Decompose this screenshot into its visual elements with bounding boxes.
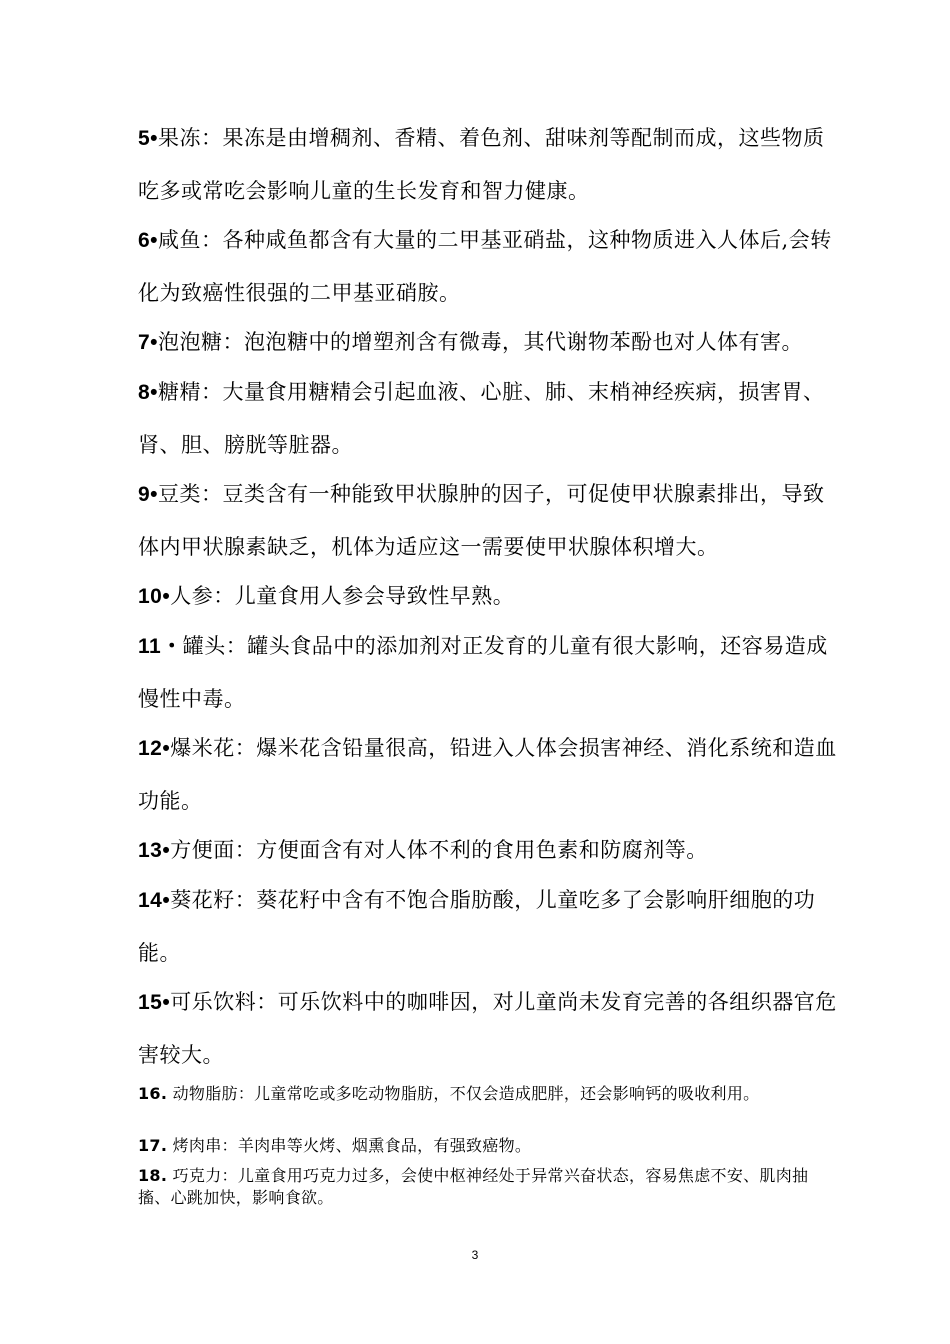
item-number: 6• (138, 229, 159, 252)
item-text: 动物脂肪：儿童常吃或多吃动物脂肪，不仅会造成肥胖，还会影响钙的吸收利用。 (167, 1084, 760, 1103)
item-text: 果冻：果冻是由增稠剂、香精、着色剂、甜味剂等配制而成，这些物质吃多或常吃会影响儿童的生长发育和智力健康。 (138, 126, 825, 203)
item-text: 葵花籽：葵花籽中含有不饱合脂肪酸，儿童吃多了会影响肝细胞的功能。 (138, 888, 816, 965)
item-text: 烤肉串：羊肉串等火烤、烟熏食品，有强致癌物。 (167, 1136, 532, 1155)
list-item (138, 824, 838, 877)
item-number: 8• (138, 381, 159, 404)
list-item (138, 366, 838, 471)
item-text: 巧克力：儿童食用巧克力过多，会使中枢神经处于异常兴奋状态，容易焦虑不安、肌肉抽搐、心跳加快，影响食欲。 (138, 1166, 809, 1207)
item-text: 罐头：罐头食品中的添加剂对正发育的儿童有很大影响，还容易造成慢性中毒。 (138, 634, 828, 711)
item-number: 13• (138, 839, 171, 862)
item-number: 12• (138, 737, 171, 760)
list-item (138, 112, 838, 217)
item-text: 爆米花：爆米花含铅量很高，铅进入人体会损害神经、消化系统和造血功能。 (138, 736, 837, 813)
list-item (138, 1165, 818, 1209)
list-item (138, 468, 838, 573)
list-item (138, 722, 838, 827)
list-item (138, 1083, 818, 1105)
item-number: 10• (138, 585, 171, 608)
item-number: 16. (138, 1084, 168, 1103)
list-item (138, 874, 838, 979)
item-number: 9• (138, 483, 159, 506)
list-item (138, 1135, 818, 1157)
item-number: 7• (138, 331, 159, 354)
item-text: 糖精：大量食用糖精会引起血液、心脏、肺、末梢神经疾病，损害胃、肾、胆、膀胱等脏器。 (138, 380, 825, 457)
item-number: 15• (138, 991, 171, 1014)
item-number: 18. (138, 1166, 168, 1185)
item-text: 可乐饮料：可乐饮料中的咖啡因，对儿童尚未发育完善的各组织器官危害较大。 (138, 990, 837, 1067)
list-item (138, 620, 838, 725)
item-text: 豆类：豆类含有一种能致甲状腺肿的因子，可促使甲状腺素排出，导致体内甲状腺素缺乏，机体为适应这一需要使甲状腺体积增大。 (138, 482, 825, 559)
item-text: 人参：儿童食用人参会导致性早熟。 (170, 584, 515, 608)
item-number: 14• (138, 889, 171, 912)
item-number: 17. (138, 1136, 168, 1155)
item-text: 咸鱼：各种咸鱼都含有大量的二甲基亚硝盐，这种物质进入人体后,会转化为致癌性很强的二甲基亚硝胺。 (138, 228, 832, 305)
item-text: 泡泡糖：泡泡糖中的增塑剂含有微毒，其代谢物苯酚也对人体有害。 (158, 330, 804, 354)
item-text: 方便面：方便面含有对人体不利的食用色素和防腐剂等。 (170, 838, 708, 862)
item-number: 11・ (138, 635, 183, 658)
list-item (138, 214, 838, 319)
item-number: 5• (138, 127, 159, 150)
list-item (138, 316, 838, 369)
list-item (138, 570, 838, 623)
list-item (138, 976, 838, 1081)
page-number: 3 (471, 1248, 479, 1262)
